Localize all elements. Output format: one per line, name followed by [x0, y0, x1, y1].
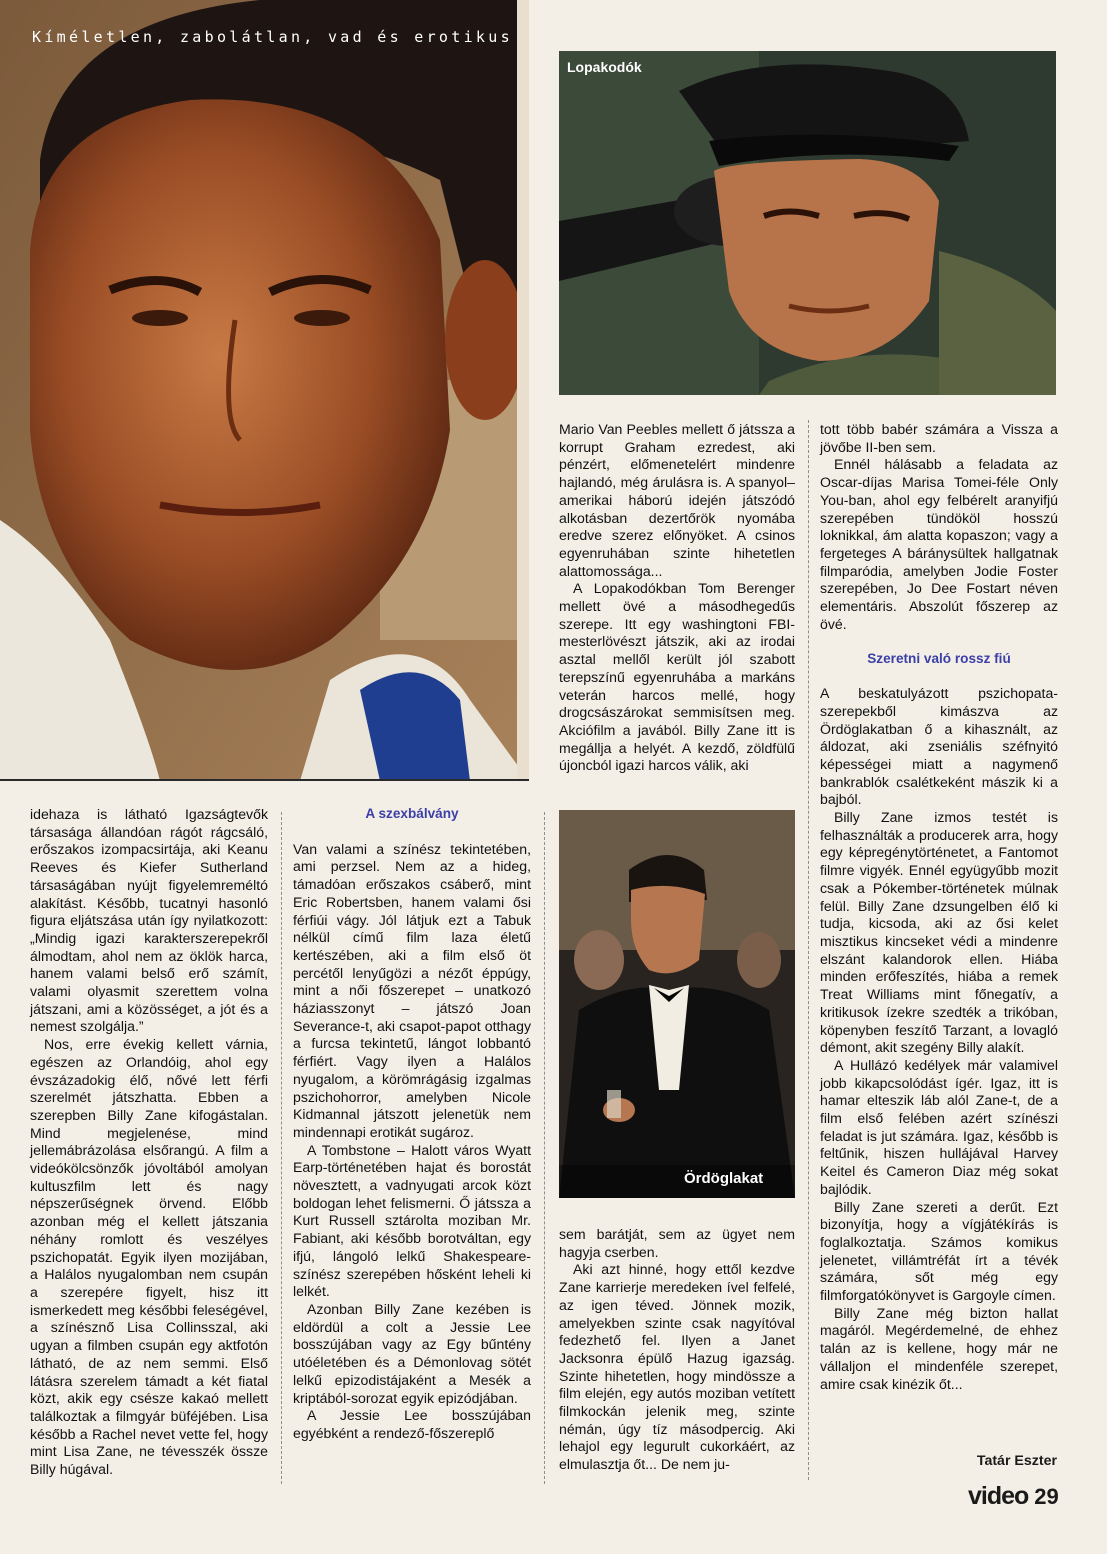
paragraph: Azonban Billy Zane kezében is eldördül a colt a Jessie Lee bosszújában vagy az Egy bűntény utóéletében és a Démonlovag sötét lelkű epizodistájaként a Mesék a kriptából-sorozat egyik epizódjában. [293, 1300, 531, 1406]
sniper-photo-caption: Lopakodók [567, 59, 642, 75]
section-heading: Szeretni való rossz fiú [867, 651, 1011, 667]
tagline: Kíméletlen, zabolátlan, vad és erotikus [32, 28, 513, 46]
section-heading: A szexbálvány [365, 806, 459, 821]
paragraph: Nos, erre évekig kellett várnia, egészen az Orlandóig, ahol egy évszázadokig élő, nővé lett férfi szerelmét játszhatta. Ebben a szerepben Billy Zane kifogástalan. Mind megjelenése, mind jellemábrázolása elsőrangú. A film a videókölcsönzők jóvoltából amolyan kultuszfilm lett és nagy népszerűségnek örvend. Előbb azonban még el kellett játszania néhány romlott és veszélyes pszichopatát. Egyik ilyen mozijában, a Halálos nyugalomban nem csupán a szerepére figyelt, hisz itt ismerkedett meg későbbi feleségével, a színésznő Lisa Collinsszal, aki ugyan a filmben csupán egy aktfotón látható, de az nem semmi. Első látásra szerelem támadt a két fiatal közt, akik egy csésze kakaó mellett találkoztak a filmgyár büféjében. Lisa később a Rachel nevet vette fel, hogy mint Lisa Zane, ne tévesszék össze Billy húgával. [30, 1036, 268, 1478]
article-column-3-top [559, 421, 795, 775]
paragraph: A Lopakodókban Tom Berenger mellett övé a másodhegedűs szerepe. Itt egy washingtoni FBI-mesterlövészt játszik, aki az irodai asztal mellől került jól szabott terepszínű egyenruhába a markáns veterán harcos mellé, hogy drogcsászárokat semmisítsen meg. Akciófilm a javából. Billy Zane itt is megállja a helyét. A kezdő, zöldfülű újoncból igazi harcos válik, aki [559, 580, 795, 774]
column-divider [281, 812, 282, 1484]
paragraph: A Hullázó kedélyek már valamivel jobb kikapcsolódást ígér. Igaz, itt is hamar elteszik láb alól Zane-t, de a film első felében azért színészi feladat is jut számára. Igaz, később is feltűnik, hiszen hullájával Harvey Keitel és Cameron Diaz még sokat bajlódik. [820, 1056, 1058, 1197]
paragraph: sem barátját, sem az ügyet nem hagyja cserben. [559, 1226, 795, 1260]
hero-portrait-photo [0, 0, 529, 781]
page-number: 29 [1034, 1484, 1059, 1509]
tuxedo-photo-caption: Ördöglakat [684, 1170, 764, 1187]
paragraph: Billy Zane még bizton hallat magáról. Megérdemelné, de ehhez talán az is kellene, hogy már ne vállaljon el mindenféle szerepet, amire csak kinézik őt... [820, 1304, 1058, 1392]
paragraph: Billy Zane szereti a derűt. Ezt bizonyítja, hogy a vígjátékírás is foglalkoztatja. Számos komikus jelenetet, villámtréfát írt a tévék számára, sőt még egy filmforgatókönyvet is Gargoyle címen. [820, 1198, 1058, 1304]
paragraph: Billy Zane izmos testét is felhasználták a producerek arra, hogy egy képregénytörténetet, a Fantomot filmre vigyék. Ennél együgyűbb mozit csak a Pókember-történetek múlnak felül. Billy Zane dzsungelben élő ki tudja, kicsoda, aki az ősi kelet misztikus kincseket védi a mindenre elszánt kalandorok ellen. Hiába minden erőfeszítés, hiába a remek Treat Williams mint főnegatív, a kritikusok ízekre szedték a trikóban, köpenyben feszítő Tarzant, a lovagló démont, akit szegény Billy alakít. [820, 809, 1058, 1056]
article-column-4 [820, 421, 1058, 1393]
paragraph: A Tombstone – Halott város Wyatt Earp-történetében hajat és borostát növesztett, a vadnyugati arcok közt boldogan lehet felismerni. Ő játssza a Kurt Russell sztárolta moziban Mr. Fabiant, aki később borotváltan, egy ifjú, lángoló lelkű Shakespeare-színész szerepében hősként leheli ki lelkét. [293, 1141, 531, 1300]
column-divider [808, 420, 809, 1480]
paragraph: Van valami a színész tekintetében, ami perzsel. Nem az a hideg, támadóan erőszakos csáberő, mint Eric Robertsben, hanem valami ősi férfiúi vágy. Jól látjuk ezt a Tabuk nélkül című film laza életű kertészében, aki a film első öt percétől lenyűgözi a nézőt éppúgy, mint a női főszerepet – unatkozó háziasszonyt – játszó Joan Severance-t, aki csapot-papot otthagy a furcsa tekintetű, lángot lobbantó férfiért. Vagy ilyen a Halálos nyugalom, a körömrágásig izgalmas pszichohorror, amelyben Nicole Kidmannal játszott jelenetük nem mindennapi erotikát sugároz. [293, 840, 531, 1140]
article-column-1 [30, 806, 268, 1479]
sniper-still-photo [559, 51, 1056, 395]
paragraph: Mario Van Peebles mellett ő játssza a korrupt Graham ezredest, aki pénzért, előmenetelért mindenre hajlandó, még árulásra is. A spanyol–amerikai háború idején játszódó alkotásban dezertőrök nyomába eredve szerez előnyöket. A csinos egyenruhában szinte hihetetlen alattomossága... [559, 421, 795, 579]
paragraph: Ennél hálásabb a feladata az Oscar-díjas Marisa Tomei-féle Only You-ban, ahol egy felbérelt aranyifjú szerepében tündököl hosszú loknikkal, ám alatta kopaszon; vagy a fergeteges A báránysültek hallgatnak filmparódia, amelyben Jodie Foster szerepében, Jo Dee Fostart néven elementáris. Abszolút főszerep az övé. [820, 456, 1058, 632]
page-footer [968, 1482, 1059, 1511]
author-byline: Tatár Eszter [976, 1453, 1057, 1469]
paragraph: Aki azt hinné, hogy ettől kezdve Zane karrierje meredeken ível felfelé, az igen téved. Jönnek mozik, amelyekben szinte csak nagyítóval fedezhető fel. Ilyen a Janet Jacksonra épülő Hazug igazság. Szinte hihetetlen, hogy mindössze a film elején, egy autós moziban vetített filmkockán jelenik meg, szinte némán, úgy tíz másodpercig. Aki lehajol egy legurult cukorkáért, az elmulasztja őt... De nem ju- [559, 1261, 795, 1473]
paragraph: A beskatulyázott pszichopata-szerepekből kimászva az Ördöglakatban ő a kihasznált, az áldozat, aki zseniális széfnyitó képességei miatt a nagymenő bankrablók csalétkeként mászik ki a bajból. [820, 685, 1058, 808]
paragraph: A Jessie Lee bosszújában egyébként a rendező-főszereplő [293, 1407, 531, 1441]
tuxedo-still-photo [559, 810, 795, 1198]
paragraph: tott több babér számára a Vissza a jövőbe II-ben sem. [820, 421, 1058, 455]
article-column-3-bottom [559, 1226, 795, 1474]
paragraph: idehaza is látható Igazságtevők társasága állandóan rágót rágcsáló, erőszakos izompacsirtája, aki Keanu Reeves és Kiefer Sutherland társaságában nyújt figyelemreméltó alakítást. Később, tucatnyi hasonló figura eljátszása után így nyilatkozott: „Mindig igazi karakterszerepekről álmodtam, ahol nem az öklök harca, hanem valami belső erő számít, valami olyasmit szerettem volna játszani, ami a közösséget, a jót és a nemest szolgálja.” [30, 806, 268, 1035]
column-divider [544, 812, 545, 1484]
magazine-logo: video [968, 1482, 1029, 1510]
article-column-2 [293, 805, 531, 1443]
